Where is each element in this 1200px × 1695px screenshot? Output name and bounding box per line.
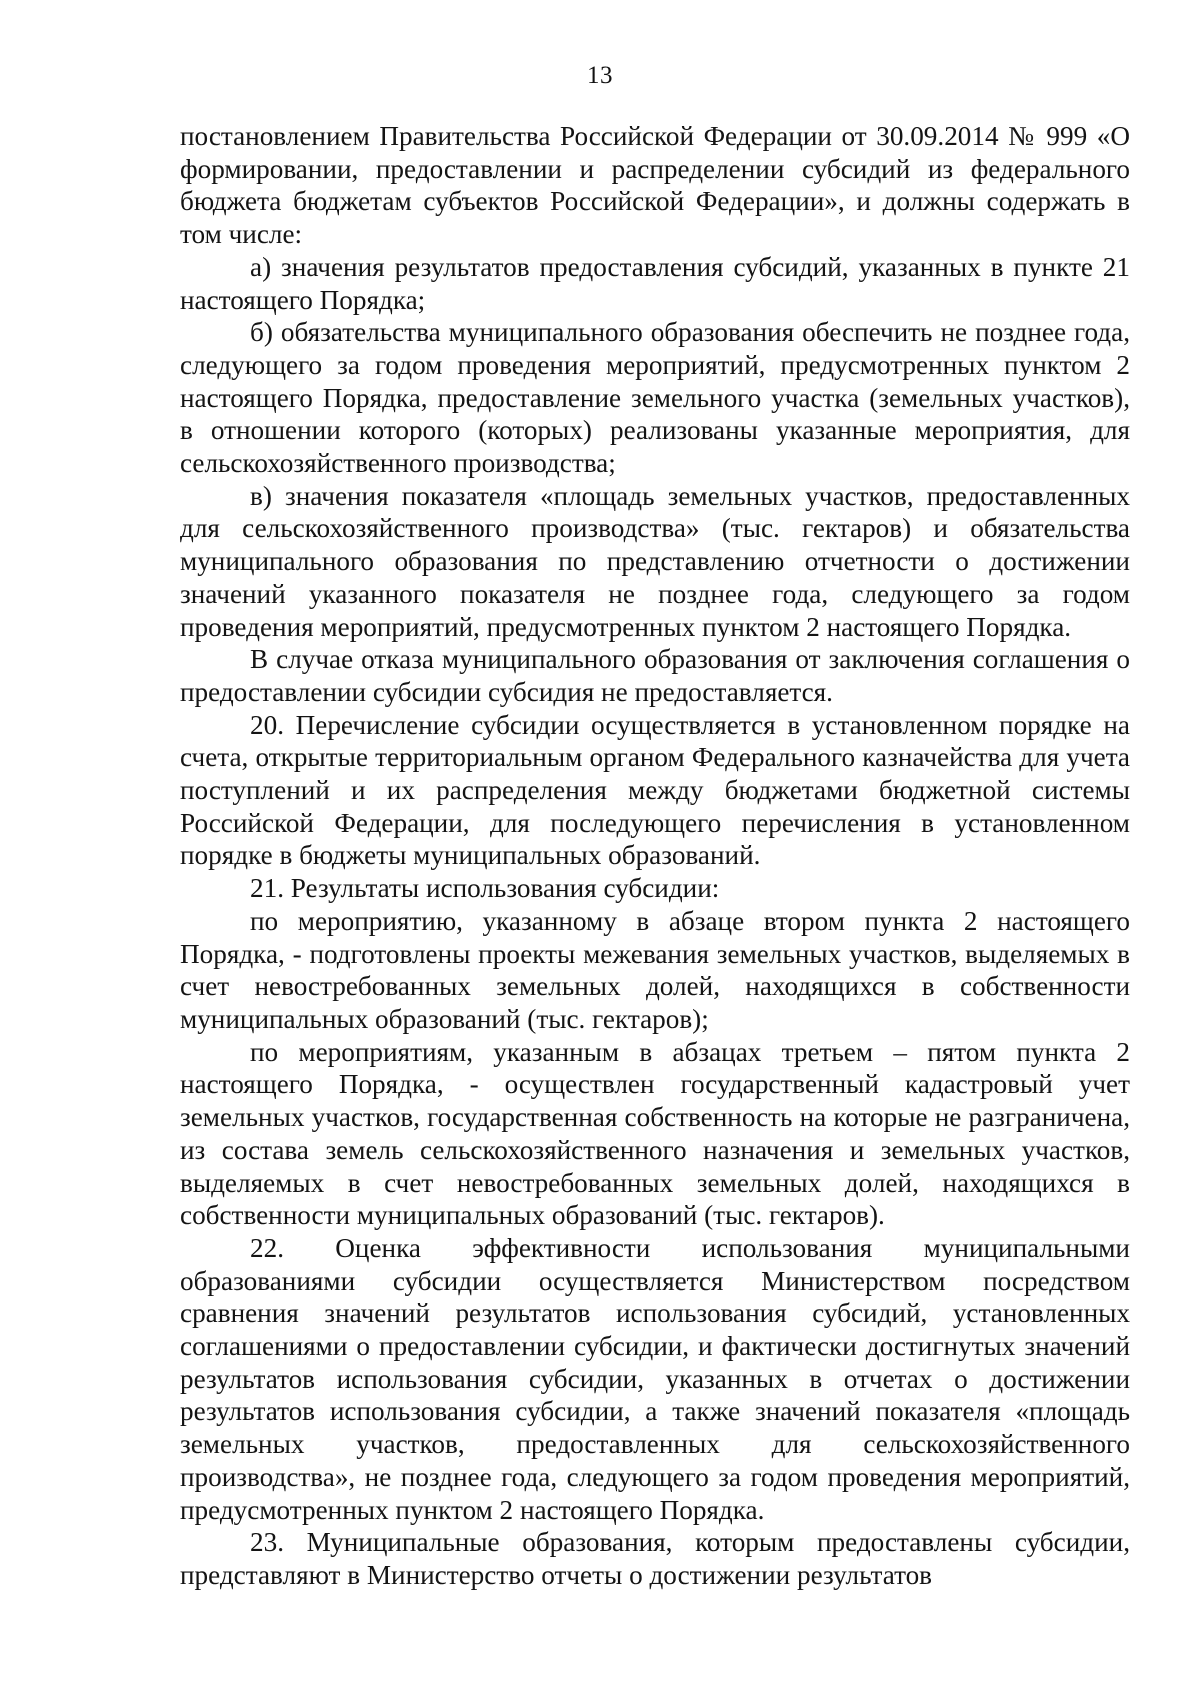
paragraph-refusal: В случае отказа муниципального образования от заключения соглашения о предоставлении субсидии субсидия не предоставляется. bbox=[180, 644, 1130, 707]
paragraph-clause-23: 23. Муниципальные образования, которым предоставлены субсидии, представляют в Министерство отчеты о достижении результатов bbox=[180, 1527, 1130, 1590]
paragraph-item-v: в) значения показателя «площадь земельных участков, предоставленных для сельскохозяйственного производства» (тыс. гектаров) и обязательства муниципального образования по представлению отчетности о достижении значений указанного показателя не позднее года, следующего за годом проведения мероприятий, предусмотренных пунктом 2 настоящего Порядка. bbox=[180, 480, 1130, 642]
paragraph-clause-21-first: по мероприятию, указанному в абзаце втором пункта 2 настоящего Порядка, - подготовлены проекты межевания земельных участков, выделяемых в счет невостребованных земельных долей, находящихся в собственности муниципальных образований (тыс. гектаров); bbox=[180, 905, 1130, 1034]
page-number: 13 bbox=[587, 62, 613, 89]
paragraph-clause-21: 21. Результаты использования субсидии: bbox=[250, 873, 720, 904]
paragraph-item-b: б) обязательства муниципального образования обеспечить не позднее года, следующего за годом проведения мероприятий, предусмотренных пунктом 2 настоящего Порядка, предоставление земельного участка (земельных участков), в отношении которого (которых) реализованы указанные мероприятия, для сельскохозяйственного производства; bbox=[180, 317, 1130, 479]
paragraph-clause-20: 20. Перечисление субсидии осуществляется в установленном порядке на счета, открытые территориальным органом Федерального казначейства для учета поступлений и их распределения между бюджетами бюджетной системы Российской Федерации, для последующего перечисления в установленном порядке в бюджеты муниципальных образований. bbox=[180, 709, 1130, 871]
paragraph-clause-21-second: по мероприятиям, указанным в абзацах третьем – пятом пункта 2 настоящего Порядка, - осуществлен государственный кадастровый учет земельных участков, государственная собственность на которые не разграничена, из состава земель сельскохозяйственного назначения и земельных участков, выделяемых в счет невостребованных земельных долей, находящихся в собственности муниципальных образований (тыс. гектаров). bbox=[180, 1036, 1130, 1231]
paragraph-item-a: а) значения результатов предоставления субсидий, указанных в пункте 21 настоящего Порядка; bbox=[180, 251, 1130, 315]
document-body bbox=[180, 120, 1130, 1592]
paragraph-clause-22: 22. Оценка эффективности использования муниципальными образованиями субсидии осуществляется Министерством посредством сравнения значений результатов использования субсидий, установленных соглашениями о предоставлении субсидии, и фактически достигнутых значений результатов использования субсидии, указанных в отчетах о достижении результатов использования субсидии, а также значений показателя «площадь земельных участков, предоставленных для сельскохозяйственного производства», не позднее года, следующего за годом проведения мероприятий, предусмотренных пунктом 2 настоящего Порядка. bbox=[180, 1232, 1130, 1525]
paragraph-intro-continuation: постановлением Правительства Российской Федерации от 30.09.2014 № 999 «О формировании, предоставлении и распределении субсидий из федерального бюджета бюджетам субъектов Российской Федерации», и должны содержать в том числе: bbox=[180, 121, 1130, 250]
